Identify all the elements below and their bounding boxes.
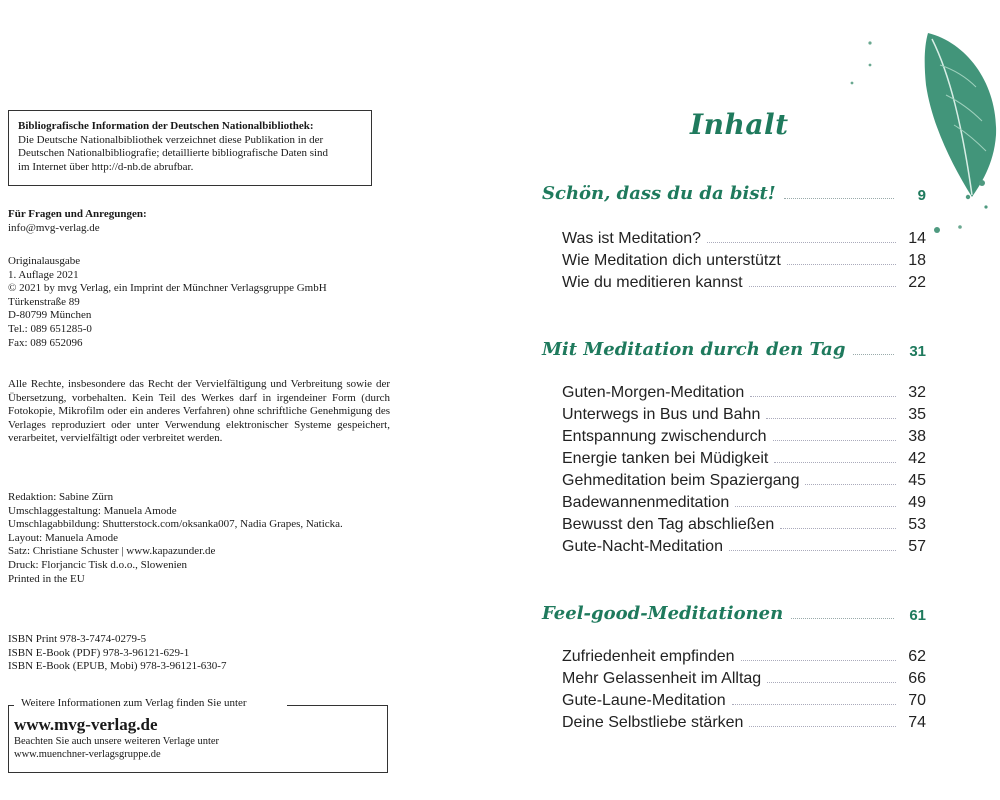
contact-block xyxy=(8,208,147,235)
info-box-line[interactable]: www.muenchner-verlagsgruppe.de xyxy=(14,749,161,760)
toc-entry-page: 70 xyxy=(908,692,926,709)
toc-entries xyxy=(562,644,926,732)
publisher-line: Fax: 089 652096 xyxy=(8,336,83,349)
toc-entry-page: 62 xyxy=(908,648,926,665)
toc-section-title: Schön, dass du da bist! xyxy=(542,183,776,204)
dot-leader xyxy=(732,704,896,705)
bibliographic-info-line: Deutschen Nationalbibliografie; detaillierte bibliografische Daten sind xyxy=(18,147,329,160)
contact-title: Für Fragen und Anregungen: xyxy=(8,208,147,220)
contact-email: info@mvg-verlag.de xyxy=(8,221,100,234)
dot-leader xyxy=(750,396,896,397)
publisher-line: Türkenstraße 89 xyxy=(8,295,80,308)
publisher-info-box xyxy=(8,697,388,773)
bibliographic-info-line: im Internet über http://d-nb.de abrufbar. xyxy=(18,160,194,173)
credit-line: Printed in the EU xyxy=(8,572,85,585)
toc-entry[interactable] xyxy=(562,468,926,490)
dot-leader xyxy=(749,286,896,287)
toc-entry-title: Gute-Laune-Meditation xyxy=(562,692,726,709)
credit-line: Satz: Christiane Schuster | www.kapazunder.de xyxy=(8,545,216,558)
isbn-line: ISBN Print 978-3-7474-0279-5 xyxy=(8,633,147,645)
publisher-line: Tel.: 089 651285-0 xyxy=(8,322,92,335)
rights-notice: Alle Rechte, insbesondere das Recht der Vervielfältigung und Verbreitung sowie der Übersetzung, vorbehalten. Kein Teil des Werkes darf in irgendeiner Form (durch Fotokopie, Mikrofilm oder ein anderes Verfahren) ohne schriftliche Genehmigung des Verlages reproduziert oder unter Verwendung elektronischer Systeme gespeichert, verarbeitet, vervielfältigt oder verbreitet werden. xyxy=(8,378,390,445)
dot-leader xyxy=(787,264,896,265)
toc-section xyxy=(542,334,926,556)
toc-entry-title: Guten-Morgen-Meditation xyxy=(562,384,745,401)
toc-entry-page: 14 xyxy=(908,230,926,247)
toc-entry-page: 35 xyxy=(908,406,926,423)
toc-entry[interactable] xyxy=(562,248,926,270)
toc-entry[interactable] xyxy=(562,424,926,446)
toc-entries xyxy=(562,226,926,292)
publisher-line: D-80799 München xyxy=(8,309,92,322)
toc-entry-title: Was ist Meditation? xyxy=(562,230,702,247)
toc-entry-title: Unterwegs in Bus und Bahn xyxy=(562,406,761,423)
toc-entry[interactable] xyxy=(562,270,926,292)
toc-entry[interactable] xyxy=(562,446,926,468)
dot-leader xyxy=(780,528,896,529)
publisher-line: © 2021 by mvg Verlag, ein Imprint der Münchner Verlagsgruppe GmbH xyxy=(8,282,327,295)
dot-leader xyxy=(729,550,896,551)
dot-leader xyxy=(766,418,896,419)
bibliographic-info-line: Die Deutsche Nationalbibliothek verzeichnet diese Publikation in der xyxy=(18,133,324,146)
toc-entry[interactable] xyxy=(562,380,926,402)
credit-line: Redaktion: Sabine Zürn xyxy=(8,491,114,503)
toc-entry[interactable] xyxy=(562,710,926,732)
toc-section-page: 31 xyxy=(909,343,926,360)
dot-leader xyxy=(767,682,896,683)
dot-leader xyxy=(791,618,894,619)
toc-section-heading[interactable] xyxy=(542,598,926,624)
toc-section-title: Mit Meditation durch den Tag xyxy=(542,339,846,360)
credit-line: Umschlagabbildung: Shutterstock.com/oksanka007, Nadia Grapes, Naticka. xyxy=(8,518,343,531)
toc-section xyxy=(542,598,926,732)
toc-entry[interactable] xyxy=(562,402,926,424)
toc-entry-title: Energie tanken bei Müdigkeit xyxy=(562,450,769,467)
toc-section-heading[interactable] xyxy=(542,178,926,204)
toc-entry-title: Deine Selbstliebe stärken xyxy=(562,714,744,731)
dot-leader xyxy=(749,726,896,727)
bibliographic-info-box xyxy=(8,110,372,186)
dot-leader xyxy=(707,242,896,243)
publisher-line: 1. Auflage 2021 xyxy=(8,268,79,281)
toc-entry[interactable] xyxy=(562,512,926,534)
info-box-line: Beachten Sie auch unsere weiteren Verlage unter xyxy=(14,736,220,747)
toc-entry-page: 57 xyxy=(908,538,926,555)
toc-entry-page: 53 xyxy=(908,516,926,533)
toc-section xyxy=(542,178,926,292)
toc-entry-title: Entspannung zwischendurch xyxy=(562,428,767,445)
dot-leader xyxy=(853,354,894,355)
toc-entry-page: 45 xyxy=(908,472,926,489)
credit-line: Layout: Manuela Amode xyxy=(8,531,118,544)
toc-entry-title: Wie Meditation dich unterstützt xyxy=(562,252,781,269)
toc-entry[interactable] xyxy=(562,666,926,688)
info-box-legend: Weitere Informationen zum Verlag finden Sie unter xyxy=(18,697,250,711)
toc-entry-title: Wie du meditieren kannst xyxy=(562,274,743,291)
dot-leader xyxy=(773,440,896,441)
credit-line: Druck: Florjancic Tisk d.o.o., Slowenien xyxy=(8,558,188,571)
toc-entry-page: 49 xyxy=(908,494,926,511)
toc-entry[interactable] xyxy=(562,490,926,512)
credits-block xyxy=(8,491,343,586)
toc-section-title: Feel-good-Meditationen xyxy=(542,603,784,624)
dot-leader xyxy=(735,506,896,507)
isbn-line: ISBN E-Book (EPUB, Mobi) 978-3-96121-630-7 xyxy=(8,660,227,673)
toc-entry-title: Gehmeditation beim Spaziergang xyxy=(562,472,800,489)
publisher-block xyxy=(8,255,327,350)
bibliographic-info-title: Bibliografische Information der Deutschen Nationalbibliothek: xyxy=(18,120,314,132)
toc-entry-title: Gute-Nacht-Meditation xyxy=(562,538,723,555)
isbn-line: ISBN E-Book (PDF) 978-3-96121-629-1 xyxy=(8,646,190,659)
toc-entry-page: 38 xyxy=(908,428,926,445)
toc-section-heading[interactable] xyxy=(542,334,926,360)
toc-entry-page: 74 xyxy=(908,714,926,731)
dot-leader xyxy=(774,462,896,463)
toc-section-page: 61 xyxy=(909,607,926,624)
toc-title: Inhalt xyxy=(690,108,789,141)
dot-leader xyxy=(741,660,896,661)
toc-entry-title: Bewusst den Tag abschließen xyxy=(562,516,775,533)
toc-entry-page: 22 xyxy=(908,274,926,291)
isbn-block xyxy=(8,633,226,674)
toc-entry[interactable] xyxy=(562,226,926,248)
toc-section-page: 9 xyxy=(917,187,926,204)
dot-leader xyxy=(805,484,896,485)
toc-entry-page: 66 xyxy=(908,670,926,687)
toc-entry-title: Zufriedenheit empfinden xyxy=(562,648,735,665)
toc-entry-page: 32 xyxy=(908,384,926,401)
publisher-website[interactable]: www.mvg-verlag.de xyxy=(14,715,158,734)
toc-entries xyxy=(562,380,926,556)
toc-entry[interactable] xyxy=(562,688,926,710)
dot-leader xyxy=(784,198,894,199)
toc-entry-page: 42 xyxy=(908,450,926,467)
publisher-line: Originalausgabe xyxy=(8,255,81,267)
toc-entry-page: 18 xyxy=(908,252,926,269)
toc-entry-title: Badewannenmeditation xyxy=(562,494,730,511)
toc-entry[interactable] xyxy=(562,644,926,666)
toc-entry-title: Mehr Gelassenheit im Alltag xyxy=(562,670,762,687)
credit-line: Umschlaggestaltung: Manuela Amode xyxy=(8,504,177,517)
toc-entry[interactable] xyxy=(562,534,926,556)
